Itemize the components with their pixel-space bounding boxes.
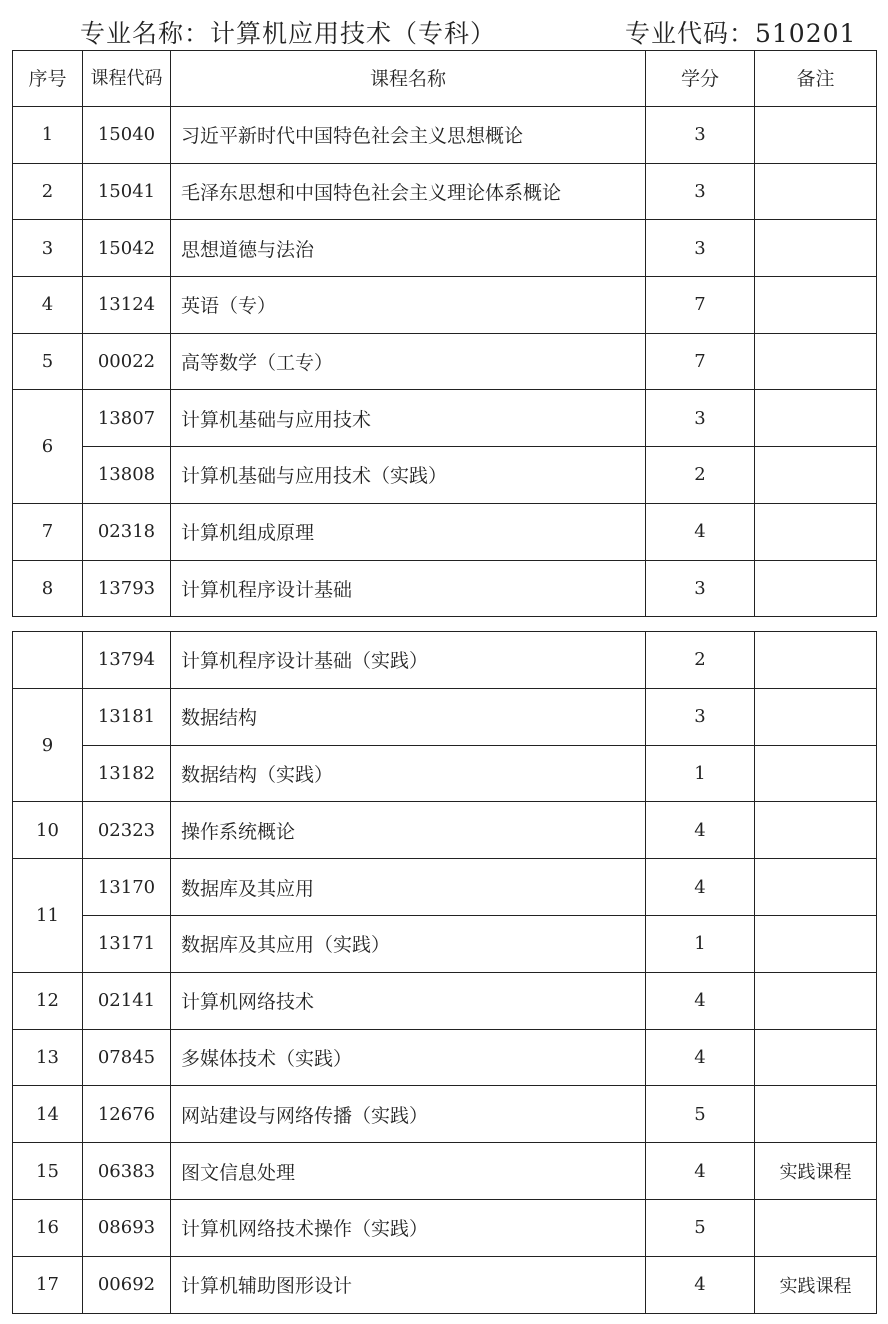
table-row [13,915,877,972]
seq-cell: 10 [13,802,83,859]
major-name-label: 专业名称：计算机应用技术（专科） [80,19,497,48]
course-name-cell: 操作系统概论 [171,802,646,859]
course-name-cell: 数据库及其应用 [171,859,646,916]
credit-cell: 1 [646,915,755,972]
course-table-part-2 [12,631,877,1314]
code-cell: 08693 [83,1199,171,1256]
note-cell: 实践课程 [755,1143,877,1200]
course-name-cell: 数据库及其应用（实践） [171,915,646,972]
seq-cell [13,632,83,689]
code-cell: 13808 [83,447,171,504]
course-name-cell: 计算机组成原理 [171,503,646,560]
code-cell: 13182 [83,745,171,802]
note-cell [755,163,877,220]
credit-cell: 5 [646,1199,755,1256]
note-cell [755,107,877,164]
table-row [13,503,877,560]
code-cell: 00692 [83,1256,171,1313]
note-cell [755,972,877,1029]
seq-cell: 14 [13,1086,83,1143]
course-name-cell: 计算机程序设计基础（实践） [171,632,646,689]
note-cell: 实践课程 [755,1256,877,1313]
credit-cell: 4 [646,503,755,560]
seq-cell: 9 [13,688,83,802]
credit-cell: 5 [646,1086,755,1143]
note-cell [755,220,877,277]
seq-cell: 17 [13,1256,83,1313]
table-row [13,745,877,802]
course-name-cell: 英语（专） [171,277,646,334]
table-row [13,1143,877,1200]
course-name-cell: 计算机程序设计基础 [171,560,646,617]
code-cell: 13124 [83,277,171,334]
note-cell [755,277,877,334]
table-row [13,1086,877,1143]
table-row [13,1029,877,1086]
credit-cell: 2 [646,632,755,689]
note-cell [755,745,877,802]
course-name-cell: 高等数学（工专） [171,333,646,390]
table-row [13,220,877,277]
course-name-cell: 数据结构（实践） [171,745,646,802]
col-header-note: 备注 [755,51,877,107]
code-cell: 07845 [83,1029,171,1086]
seq-cell: 8 [13,560,83,617]
table-row [13,632,877,689]
seq-cell: 12 [13,972,83,1029]
course-name-cell: 习近平新时代中国特色社会主义思想概论 [171,107,646,164]
table-row [13,447,877,504]
note-cell [755,859,877,916]
note-cell [755,1199,877,1256]
note-cell [755,1086,877,1143]
course-name-cell: 计算机网络技术操作（实践） [171,1199,646,1256]
course-name-cell: 数据结构 [171,688,646,745]
note-cell [755,560,877,617]
note-cell [755,915,877,972]
col-header-code: 课程代码 [83,51,171,107]
seq-cell: 15 [13,1143,83,1200]
course-table-part-1 [12,50,877,617]
code-cell: 02318 [83,503,171,560]
credit-cell: 1 [646,745,755,802]
credit-cell: 4 [646,1143,755,1200]
seq-cell: 11 [13,859,83,973]
table-row [13,163,877,220]
code-cell: 02141 [83,972,171,1029]
course-name-cell: 毛泽东思想和中国特色社会主义理论体系概论 [171,163,646,220]
code-cell: 02323 [83,802,171,859]
col-header-seq: 序号 [13,51,83,107]
major-code-label: 专业代码：510201 [625,19,857,48]
code-cell: 13807 [83,390,171,447]
code-cell: 13794 [83,632,171,689]
seq-cell: 6 [13,390,83,503]
code-cell: 12676 [83,1086,171,1143]
code-cell: 15040 [83,107,171,164]
credit-cell: 3 [646,560,755,617]
credit-cell: 4 [646,1029,755,1086]
seq-cell: 1 [13,107,83,164]
code-cell: 13170 [83,859,171,916]
table-row [13,277,877,334]
note-cell [755,688,877,745]
seq-cell: 7 [13,503,83,560]
credit-cell: 3 [646,107,755,164]
code-cell: 13171 [83,915,171,972]
table-header-row [13,51,877,107]
table-row [13,107,877,164]
table-row [13,802,877,859]
credit-cell: 3 [646,220,755,277]
course-name-cell: 计算机基础与应用技术（实践） [171,447,646,504]
course-name-cell: 多媒体技术（实践） [171,1029,646,1086]
table-row [13,859,877,916]
col-header-credit: 学分 [646,51,755,107]
code-cell: 00022 [83,333,171,390]
note-cell [755,1029,877,1086]
note-cell [755,632,877,689]
document-header [0,10,888,50]
note-cell [755,333,877,390]
seq-cell: 16 [13,1199,83,1256]
course-name-cell: 思想道德与法治 [171,220,646,277]
course-name-cell: 图文信息处理 [171,1143,646,1200]
col-header-name: 课程名称 [171,51,646,107]
code-cell: 15042 [83,220,171,277]
credit-cell: 4 [646,1256,755,1313]
credit-cell: 2 [646,447,755,504]
credit-cell: 3 [646,390,755,447]
code-cell: 15041 [83,163,171,220]
course-name-cell: 计算机基础与应用技术 [171,390,646,447]
table-row [13,560,877,617]
note-cell [755,447,877,504]
seq-cell: 4 [13,277,83,334]
table-row [13,1256,877,1313]
note-cell [755,503,877,560]
course-name-cell: 计算机网络技术 [171,972,646,1029]
note-cell [755,390,877,447]
credit-cell: 4 [646,972,755,1029]
code-cell: 13181 [83,688,171,745]
table-row [13,972,877,1029]
course-name-cell: 网站建设与网络传播（实践） [171,1086,646,1143]
code-cell: 06383 [83,1143,171,1200]
credit-cell: 7 [646,333,755,390]
course-name-cell: 计算机辅助图形设计 [171,1256,646,1313]
note-cell [755,802,877,859]
seq-cell: 13 [13,1029,83,1086]
seq-cell: 5 [13,333,83,390]
credit-cell: 4 [646,802,755,859]
seq-cell: 3 [13,220,83,277]
table-row [13,333,877,390]
table-row [13,390,877,447]
credit-cell: 7 [646,277,755,334]
table-row [13,688,877,745]
credit-cell: 3 [646,688,755,745]
seq-cell: 2 [13,163,83,220]
table-row [13,1199,877,1256]
credit-cell: 4 [646,859,755,916]
code-cell: 13793 [83,560,171,617]
credit-cell: 3 [646,163,755,220]
